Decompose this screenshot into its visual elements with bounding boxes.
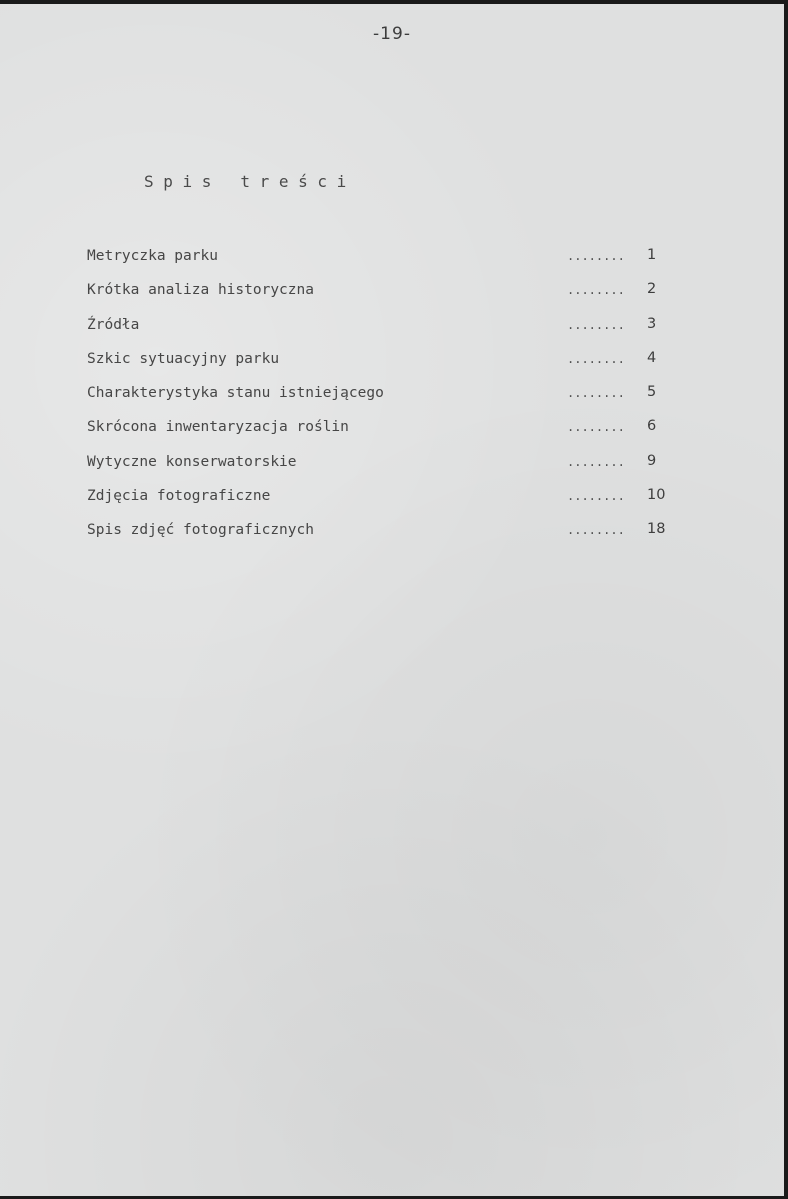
toc-entry (87, 417, 687, 451)
toc-entry-leader: ........ (567, 420, 625, 435)
toc-entry-page: 3 (647, 315, 657, 332)
toc-entry (87, 349, 687, 383)
toc-entry-leader: ........ (567, 317, 625, 332)
toc-entry-page: 1 (647, 247, 657, 263)
toc-entry-leader: ........ (567, 249, 625, 263)
toc-entry-label: Źródła (87, 316, 140, 333)
toc-entry-leader: ........ (567, 489, 625, 504)
toc-entry (87, 383, 687, 417)
toc-entry-page: 4 (647, 349, 657, 366)
toc-entry-leader: ........ (567, 454, 625, 469)
toc-entry (87, 315, 687, 349)
page-number: -19- (373, 24, 411, 44)
toc-entry-leader: ........ (567, 283, 625, 298)
toc-entry (87, 520, 687, 554)
toc-entry-page: 18 (647, 521, 666, 538)
document-page (0, 4, 784, 1196)
toc-entry-label: Krótka analiza historyczna (87, 282, 314, 299)
toc-title: S p i s t r e ś c i (144, 172, 347, 191)
toc-entry-label: Spis zdjęć fotograficznych (87, 522, 314, 539)
toc-entry-leader: ........ (567, 523, 625, 538)
toc-entry-page: 2 (647, 281, 657, 298)
toc-entry (87, 280, 687, 314)
toc-entry-leader: ........ (567, 386, 625, 401)
toc-entry (87, 246, 687, 280)
toc-entry-label: Wytyczne konserwatorskie (87, 453, 297, 470)
toc-entry-page: 5 (647, 384, 657, 401)
toc-entry-label: Charakterystyka stanu istniejącego (87, 385, 384, 402)
toc-list (87, 246, 687, 555)
toc-entry-label: Szkic sytuacyjny parku (87, 350, 280, 367)
toc-entry-page: 10 (647, 487, 666, 504)
toc-entry-leader: ........ (567, 351, 625, 366)
toc-entry (87, 452, 687, 486)
toc-entry-label: Skrócona inwentaryzacja roślin (87, 419, 349, 436)
toc-entry-page: 9 (647, 452, 657, 469)
toc-entry (87, 486, 687, 520)
toc-entry-label: Zdjęcia fotograficzne (87, 488, 271, 505)
toc-entry-label: Metryczka parku (87, 248, 218, 264)
toc-entry-page: 6 (647, 418, 657, 435)
